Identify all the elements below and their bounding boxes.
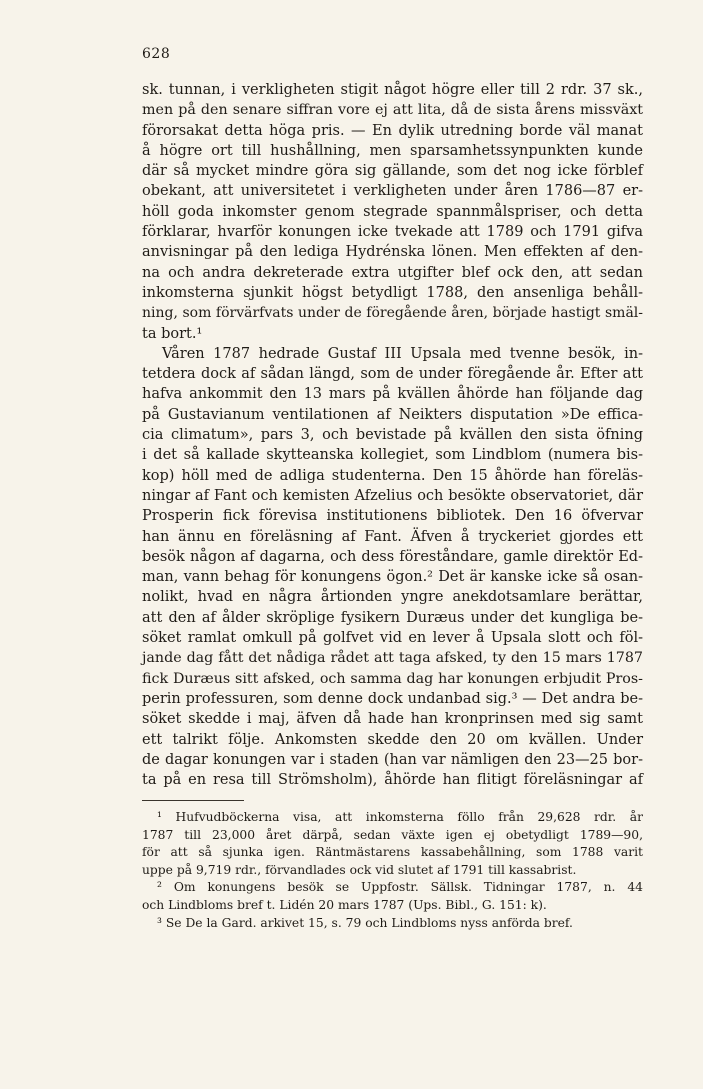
- text-line: förklarar, hvarför konungen icke tvekade att 1789 och 1791 gifva: [142, 224, 643, 241]
- text-line: Våren 1787 hedrade Gustaf III Upsala med tvenne besök, in-: [162, 345, 643, 362]
- footnote-line: ² Om konungens besök se Uppfostr. Sällsk. Tidningar 1787, n. 44: [157, 880, 643, 895]
- text-line: att den af ålder skröplige fysikern Duræus under det kungliga be-: [142, 609, 643, 626]
- text-line: cia climatum», pars 3, och bevistade på kvällen den sista öfning: [142, 427, 643, 444]
- text-line: förorsakat detta höga pris. — En dylik utredning borde väl manat: [142, 122, 643, 139]
- footnote-line: ³ Se De la Gard. arkivet 15, s. 79 och Lindbloms nyss anförda bref.: [157, 915, 573, 930]
- text-line: hafva ankommit den 13 mars på kvällen åhörde han följande dag: [142, 386, 643, 403]
- text-line: ett talrikt följe. Ankomsten skedde den 20 om kvällen. Under: [142, 731, 643, 748]
- paragraph: [142, 80, 643, 344]
- text-line: å högre ort till hushållning, men sparsamhetssynpunkten kunde: [142, 142, 643, 159]
- footnote-line: ¹ Hufvudböckerna visa, att inkomsterna föllo från 29,628 rdr. år: [157, 810, 643, 824]
- text-line: jande dag fått det nådiga rådet att taga afsked, ty den 15 mars 1787: [142, 650, 643, 667]
- footnote-divider: [142, 800, 244, 801]
- body-text: [142, 80, 643, 790]
- text-line: nolikt, hvad en några årtionden yngre anekdotsamlare berättar,: [142, 589, 643, 606]
- text-line: ta på en resa till Strömsholm), åhörde han flitigt föreläsningar af: [142, 772, 643, 789]
- footnotes: [142, 809, 643, 932]
- footnote-line: 1787 till 23,000 året därpå, sedan växte igen ej obetydligt 1789—90,: [142, 827, 643, 842]
- text-line: söket ramlat omkull på golfvet vid en lever å Upsala slott och föl-: [142, 630, 643, 647]
- text-line: perin professuren, som denne dock undanbad sig.³ — Det andra be-: [142, 690, 643, 707]
- text-line: söket skedde i maj, äfven då hade han kronprinsen med sig samt: [142, 711, 643, 728]
- text-line: na och andra dekreterade extra utgifter blef ock den, att sedan: [142, 264, 643, 281]
- text-line: han ännu en föreläsning af Fant. Äfven å tryckeriet gjordes ett: [142, 528, 643, 545]
- footnote-line: för att så sjunka igen. Räntmästarens kassabehållning, som 1788 varit: [142, 845, 643, 860]
- footnote-2: [142, 879, 643, 914]
- text-line: tetdera dock af sådan längd, som de under föregående år. Efter att: [142, 366, 643, 383]
- text-line: men på den senare siffran vore ej att lita, då de sista årens missväxt: [142, 102, 643, 119]
- text-line: anvisningar på den lediga Hydrénska lönen. Men effekten af den-: [142, 244, 643, 261]
- text-line: i det så kallade skytteanska kollegiet, som Lindblom (numera bis-: [142, 447, 643, 464]
- text-line: där så mycket mindre göra sig gällande, som det nog icke förblef: [142, 163, 643, 180]
- footnote-line: och Lindbloms bref t. Lidén 20 mars 1787 (Ups. Bibl., G. 151: k).: [142, 897, 547, 912]
- text-line: obekant, att universitetet i verkligheten under åren 1786—87 er-: [142, 183, 643, 200]
- text-line: Prosperin fick förevisa institutionens bibliotek. Den 16 öfvervar: [142, 508, 643, 525]
- page-number: 628: [142, 46, 171, 62]
- text-line: höll goda inkomster genom stegrade spannmålspriser, och detta: [142, 203, 643, 220]
- text-line: sk. tunnan, i verkligheten stigit något högre eller till 2 rdr. 37 sk.,: [142, 82, 643, 98]
- text-line: ningar af Fant och kemisten Afzelius och besökte observatoriet, där: [142, 487, 643, 504]
- paragraph: [142, 344, 643, 791]
- text-line: man, vann behag för konungens ögon.² Det är kanske icke så osan-: [142, 569, 643, 586]
- footnote-3: [142, 915, 643, 933]
- text-line: inkomsterna sjunkit högst betydligt 1788, den ansenliga behåll-: [142, 284, 643, 301]
- text-line: ta bort.¹: [142, 325, 203, 342]
- text-line: kop) höll med de adliga studenterna. Den 15 åhörde han föreläs-: [142, 467, 643, 484]
- text-line: fick Duræus sitt afsked, och samma dag har konungen erbjudit Pros-: [142, 670, 643, 687]
- text-line: de dagar konungen var i staden (han var nämligen den 23—25 bor-: [142, 751, 643, 768]
- footnote-line: uppe på 9,719 rdr., förvandlades ock vid slutet af 1791 till kassabrist.: [142, 862, 577, 877]
- text-line: ning, som förvärfvats under de föregående åren, började hastigt smäl-: [142, 305, 643, 322]
- footnote-1: [142, 809, 643, 879]
- text-line: på Gustavianum ventilationen af Neikters disputation »De effica-: [142, 406, 643, 423]
- text-line: besök någon af dagarna, och dess föreståndare, gamle direktör Ed-: [142, 548, 643, 565]
